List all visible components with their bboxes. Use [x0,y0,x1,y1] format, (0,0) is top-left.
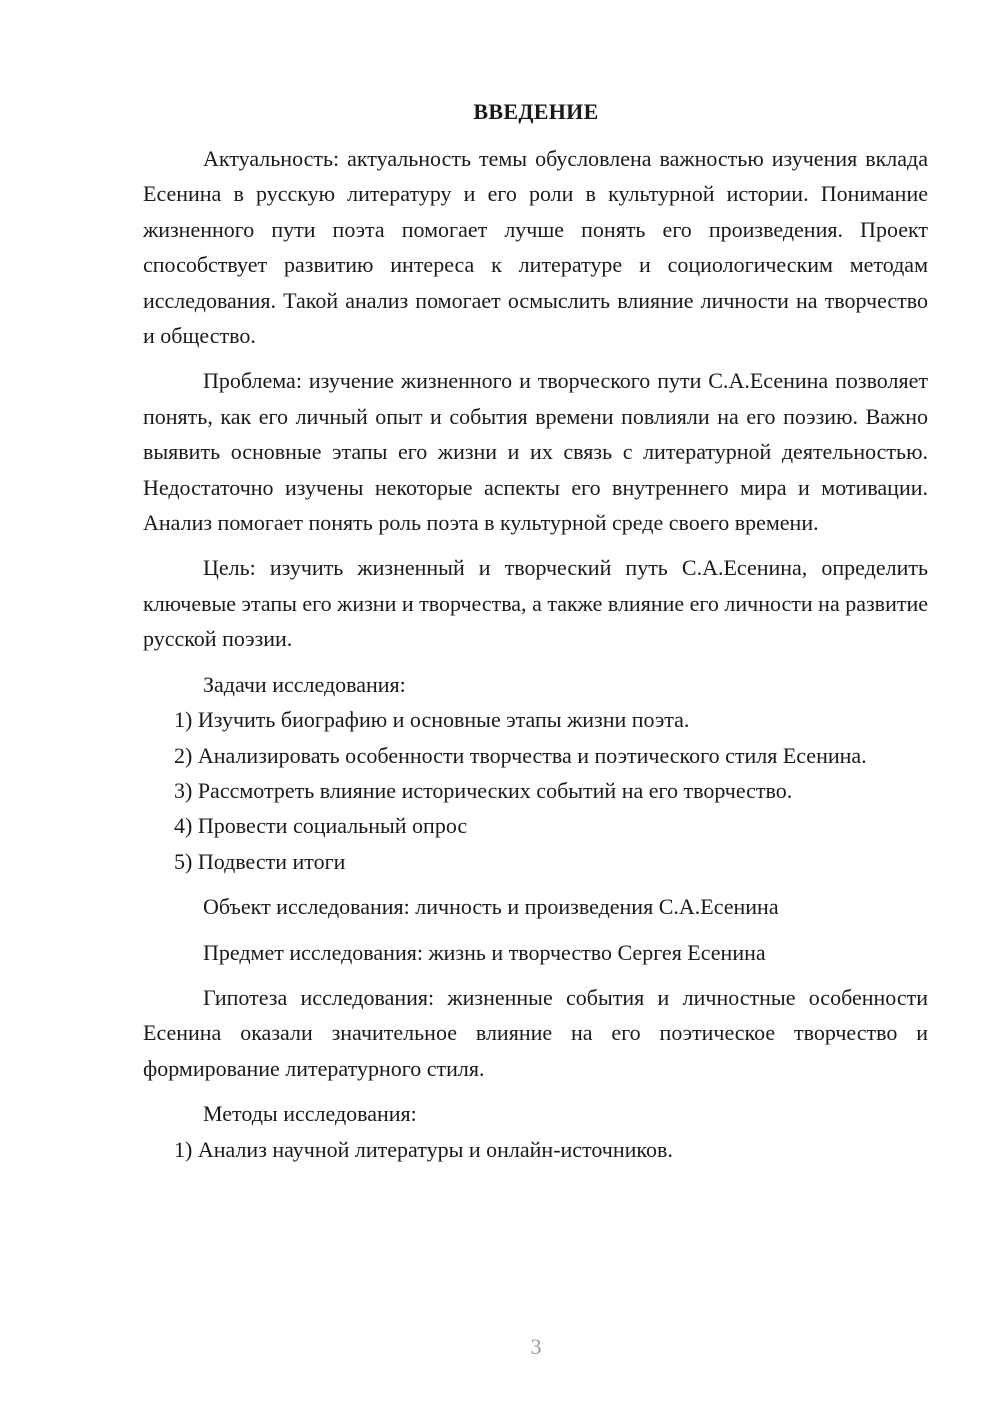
tasks-heading: Задачи исследования: [203,671,406,697]
task-item-3: 3) Рассмотреть влияние исторических событий на его творчество. [174,777,793,803]
task-item-4: 4) Провести социальный опрос [174,813,468,839]
task-item-1: 1) Изучить биографию и основные этапы жизни поэта. [174,707,690,733]
object-paragraph: Объект исследования: личность и произведения С.А.Есенина [203,894,779,920]
task-item-2: 2) Анализировать особенности творчества и поэтического стиля Есенина. [174,742,867,768]
section-title: ВВЕДЕНИЕ [473,99,599,124]
problem-paragraph: Проблема: изучение жизненного и творческого пути С.А.Есенина позволяет понять, как его личный опыт и события времени повлияли на его поэзию. Важно выявить основные этапы его жизни и их связь с литературной деятельностью. Недостаточно изучены некоторые аспекты его внутреннего мира и мотивации. Анализ помогает понять роль поэта в культурной среде своего времени. [143,368,928,536]
hypothesis-paragraph: Гипотеза исследования: жизненные события и личностные особенности Есенина оказали значительное влияние на его поэтическое творчество и формирование литературного стиля. [143,984,928,1081]
subject-paragraph: Предмет исследования: жизнь и творчество Сергея Есенина [203,939,766,965]
relevance-paragraph: Актуальность: актуальность темы обусловлена важностью изучения вклада Есенина в русскую литературу и его роли в культурной истории. Понимание жизненного пути поэта помогает лучше понять его произведения. Проект способствует развитию интереса к литературе и социологическим методам исследования. Такой анализ помогает осмыслить влияние личности на творчество и общество. [143,146,928,349]
goal-paragraph: Цель: изучить жизненный и творческий путь С.А.Есенина, определить ключевые этапы его жизни и творчества, а также влияние его личности на развитие русской поэзии. [143,555,928,652]
method-item-1: 1) Анализ научной литературы и онлайн-источников. [174,1136,673,1162]
methods-heading: Методы исследования: [203,1101,417,1127]
task-item-5: 5) Подвести итоги [174,848,346,874]
document-body [143,141,928,1167]
page-number: 3 [530,1334,542,1359]
